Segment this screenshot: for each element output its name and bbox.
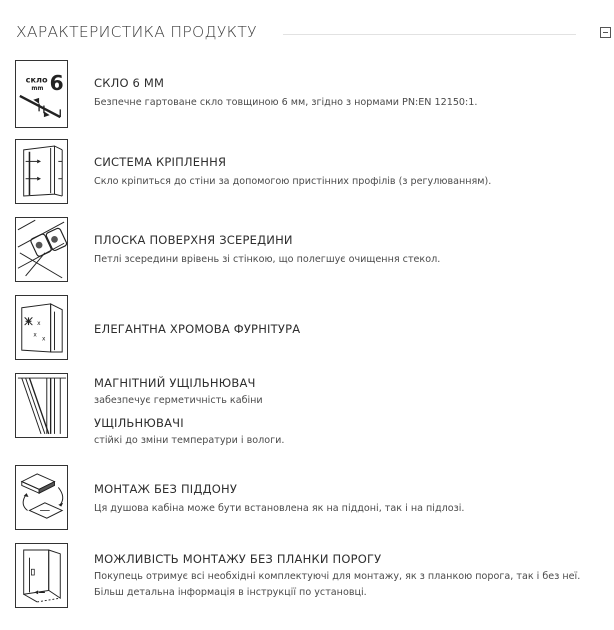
feature-title: ПЛОСКА ПОВЕРХНЯ ЗСЕРЕДИНИ: [94, 233, 293, 247]
feature-description: Ця душова кабіна може бути встановлена як на піддоні, так і на підлозі.: [94, 503, 465, 514]
feature-description: забезпечує герметичність кабіни: [94, 395, 263, 406]
feature-title: СКЛО 6 ММ: [94, 76, 165, 90]
collapse-icon[interactable]: [600, 27, 611, 38]
svg-text:x: x: [37, 321, 41, 328]
feature-description: Покупець отримує всі необхідні комплектуючі для монтажу, як з планкою порога, так і без неї. Більш детальна інформація в інструкції по установці.: [94, 571, 581, 598]
feature-title: ЕЛЕГАНТНА ХРОМОВА ФУРНІТУРА: [94, 322, 301, 336]
feature-description: Безпечне гартоване скло товщиною 6 мм, згідно з нормами PN:EN 12150:1.: [94, 97, 478, 108]
feature-title: МАГНІТНИЙ УЩІЛЬНЮВАЧ: [94, 376, 256, 390]
svg-text:mm: mm: [31, 86, 44, 93]
feature-description: Петлі зсередини врівень зі стінкою, що полегшує очищення стекол.: [94, 254, 441, 265]
feature-subdescription: стійкі до зміни температури і вологи.: [94, 435, 285, 446]
feature-title: СИСТЕМА КРІПЛЕННЯ: [94, 155, 227, 169]
glass-6mm-icon: [15, 60, 68, 128]
magnetic-seal-icon: [15, 373, 68, 438]
feature-subtitle: УЩІЛЬНЮВАЧІ: [94, 416, 184, 430]
svg-text:x: x: [41, 336, 46, 343]
mounting-system-icon: [15, 139, 68, 204]
threshold-install-icon: [15, 543, 68, 608]
tray-install-icon: [15, 465, 68, 530]
header-divider: [283, 34, 576, 35]
svg-text:скло: скло: [25, 74, 48, 85]
svg-text:6: 6: [49, 71, 64, 96]
svg-text:x: x: [33, 332, 37, 339]
feature-description: Скло кріпиться до стіни за допомогою пристінних профілів (з регулюванням).: [94, 176, 492, 187]
feature-title: МОЖЛИВІСТЬ МОНТАЖУ БЕЗ ПЛАНКИ ПОРОГУ: [94, 552, 382, 566]
section-header: [16, 23, 614, 45]
flat-hinge-icon: [15, 217, 68, 282]
feature-title: МОНТАЖ БЕЗ ПІДДОНУ: [94, 482, 238, 496]
section-title: ХАРАКТЕРИСТИКА ПРОДУКТУ: [16, 23, 257, 41]
chrome-fittings-icon: [15, 295, 68, 360]
